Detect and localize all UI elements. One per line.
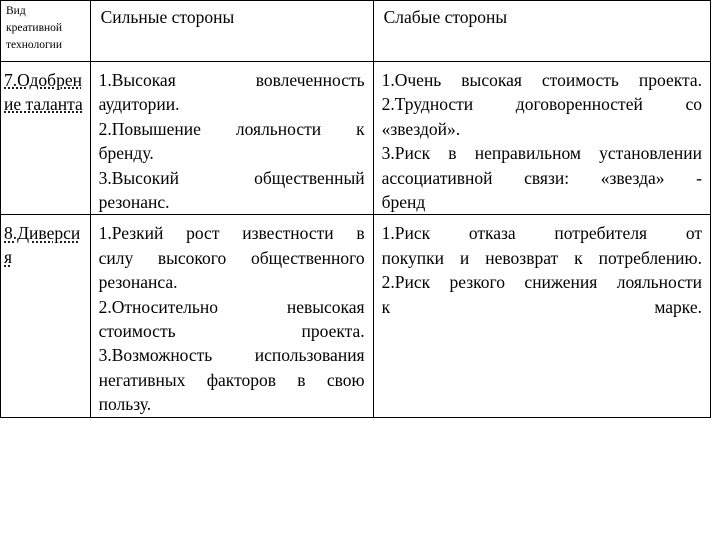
strengths-cell bbox=[90, 215, 373, 417]
row-label-cell bbox=[1, 62, 91, 215]
header-strengths-text: Сильные стороны bbox=[100, 7, 235, 27]
weakness-line: ассоциативной связи: «звезда» - bbox=[381, 167, 702, 188]
strength-line: резонанс. bbox=[98, 192, 170, 213]
header-type-line-1: Вид bbox=[6, 5, 26, 17]
weaknesses-cell bbox=[373, 62, 710, 215]
strength-line: резонанса. bbox=[98, 272, 178, 293]
header-cell-weaknesses bbox=[373, 1, 710, 62]
weakness-line: бренд bbox=[381, 192, 426, 213]
weakness-line: 1.Риск отказа потребителя от bbox=[381, 223, 702, 244]
header-type-line-2: креативной bbox=[6, 22, 63, 34]
table-row bbox=[1, 62, 711, 215]
strengths-list bbox=[91, 62, 373, 214]
weakness-line: 1.Очень высокая стоимость проекта. bbox=[381, 70, 702, 90]
header-cell-strengths bbox=[90, 1, 373, 62]
weakness-line: к марке. bbox=[381, 296, 702, 317]
strengths-list bbox=[91, 215, 373, 416]
weaknesses-cell bbox=[373, 215, 710, 417]
strength-line: силу высокого общественного bbox=[98, 247, 365, 268]
row-label-talent-approval[interactable]: 7.Одобрение таланта bbox=[4, 70, 83, 114]
weaknesses-list bbox=[374, 215, 710, 319]
strength-line: 2.Относительно невысокая bbox=[98, 296, 365, 317]
weakness-line: покупки и невозврат к потреблению. bbox=[381, 247, 702, 268]
strength-line: бренду. bbox=[98, 143, 154, 164]
weakness-line: 2.Трудности договоренностей со bbox=[381, 94, 702, 115]
header-type-line-3: технологии bbox=[6, 39, 62, 51]
weakness-line: «звездой». bbox=[381, 118, 461, 139]
weakness-line: 2.Риск резкого снижения лояльности bbox=[381, 272, 702, 293]
strength-line: аудитории. bbox=[98, 94, 180, 115]
row-label-diversion[interactable]: 8.Диверсия bbox=[4, 223, 81, 268]
strength-line: негативных факторов в свою bbox=[98, 369, 365, 390]
weaknesses-list bbox=[374, 62, 710, 214]
table-row bbox=[1, 215, 711, 417]
header-cell-technology-type bbox=[1, 1, 91, 62]
strength-line: 3.Высокий общественный bbox=[98, 167, 365, 188]
header-row bbox=[1, 1, 711, 62]
strength-line: 3.Возможность использования bbox=[98, 345, 365, 366]
strength-line: 2.Повышение лояльности к bbox=[98, 118, 365, 139]
strengths-cell bbox=[90, 62, 373, 215]
strength-line: пользу. bbox=[98, 394, 152, 415]
row-label-cell bbox=[1, 215, 91, 417]
header-weaknesses-text: Слабые стороны bbox=[383, 7, 508, 27]
weakness-line: 3.Риск в неправильном установлении bbox=[381, 143, 702, 164]
strength-line: 1.Резкий рост известности в bbox=[98, 223, 365, 244]
strength-line: стоимость проекта. bbox=[98, 321, 365, 342]
strength-line: 1.Высокая вовлеченность bbox=[98, 70, 365, 90]
